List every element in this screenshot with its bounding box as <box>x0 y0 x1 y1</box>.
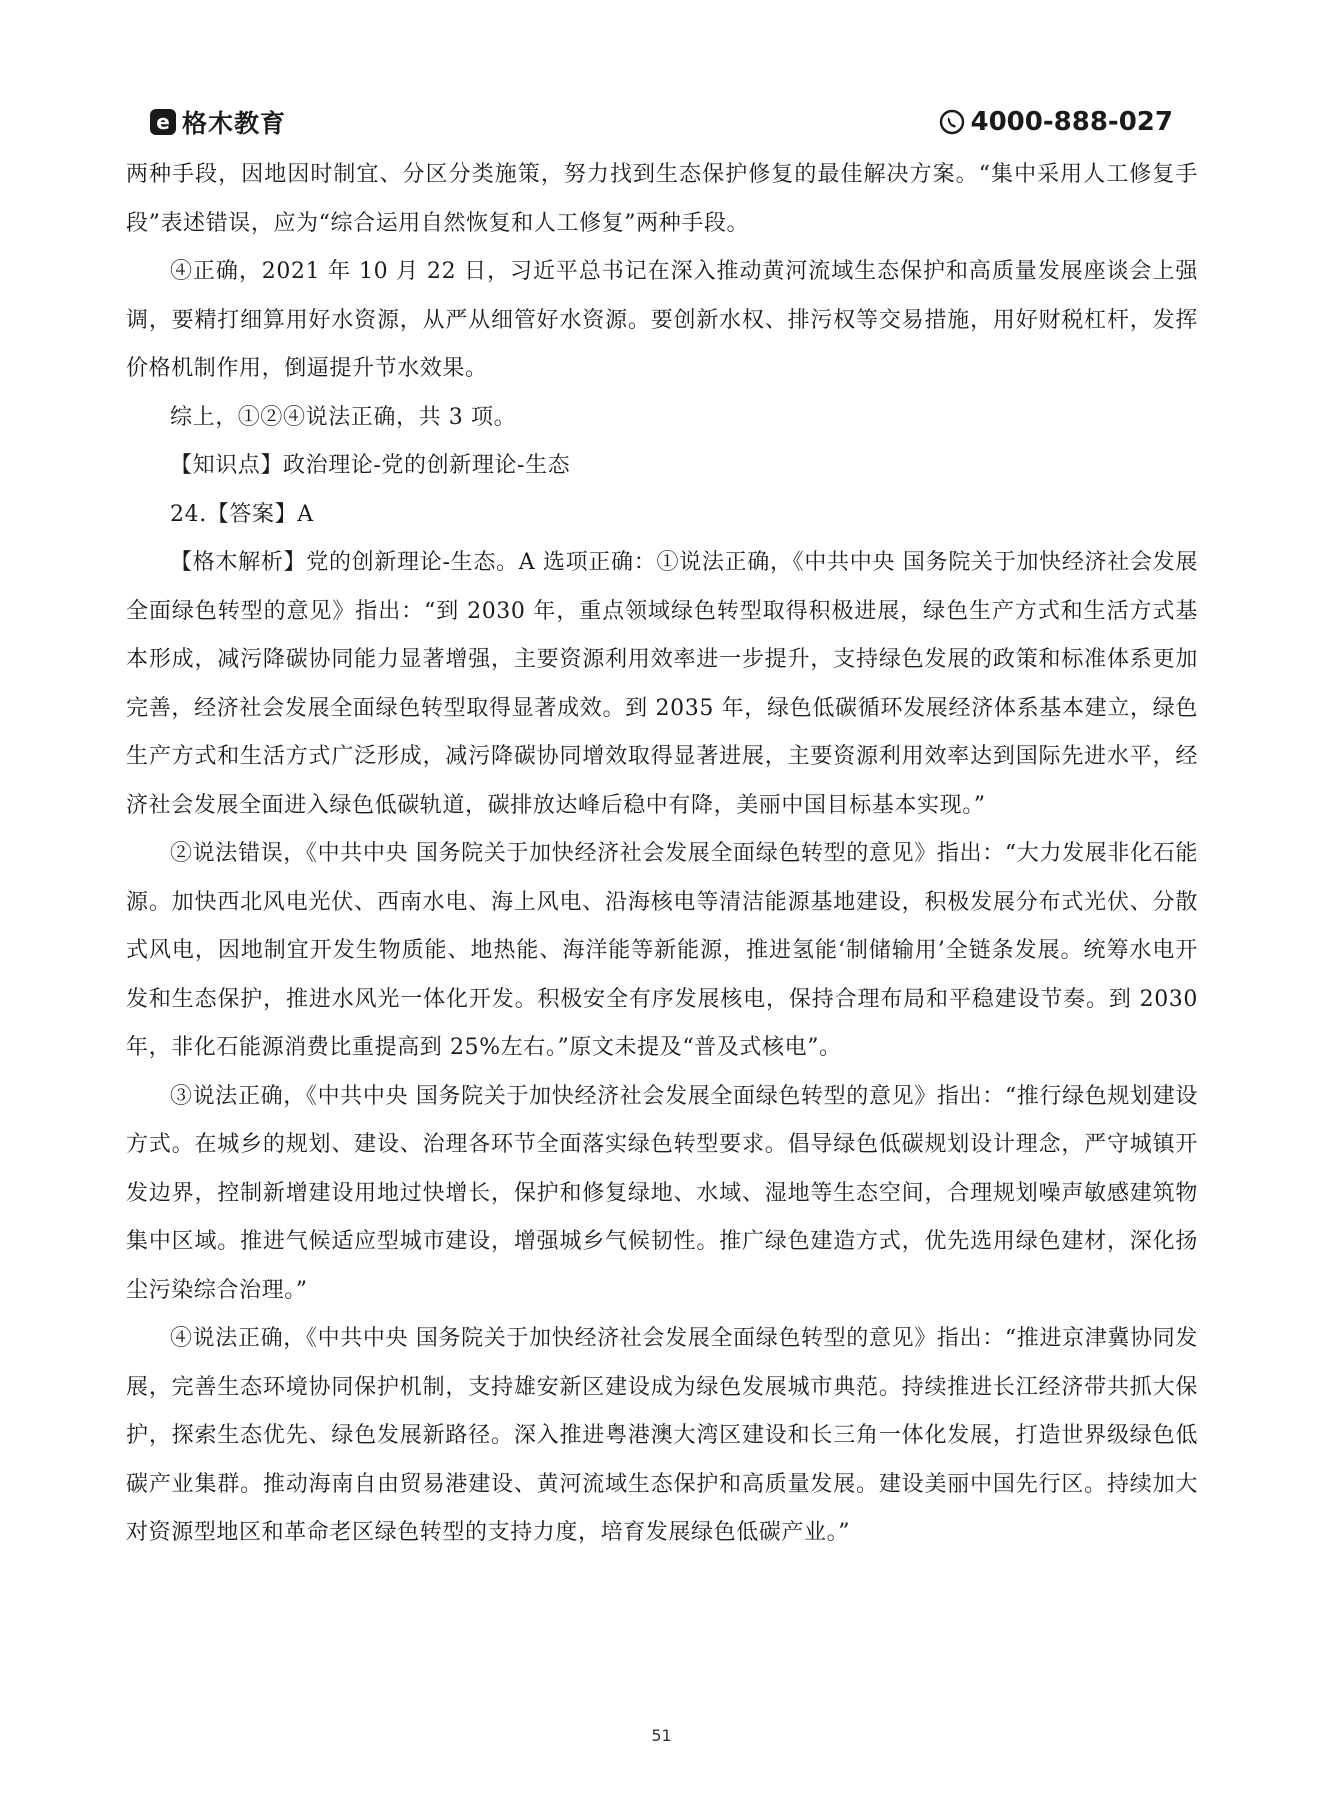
brand <box>150 104 286 140</box>
paragraph-analysis: 【格木解析】党的创新理论-生态。A 选项正确：①说法正确，《中共中央 国务院关于加快经济社会发展全面绿色转型的意见》指出：“到 2030 年，重点领域绿色转型取得积极进展，绿色生产方式和生活方式基本形成，减污降碳协同能力显著增强，主要资源利用效率进一步提升，支持绿色发展的政策和标准体系更加完善，经济社会发展全面绿色转型取得显著成效。到 2035 年，绿色低碳循环发展经济体系基本建立，绿色生产方式和生活方式广泛形成，减污降碳协同增效取得显著进展，主要资源利用效率达到国际先进水平，经济社会发展全面进入绿色低碳轨道，碳排放达峰后稳中有降，美丽中国目标基本实现。” <box>126 550 1198 818</box>
phone-number: 4000-888-027 <box>970 107 1173 137</box>
brand-name: 格木教育 <box>182 109 287 138</box>
paragraph-knowledge-point: 【知识点】政治理论-党的创新理论-生态 <box>170 453 571 478</box>
paragraph-answer: 24.【答案】A <box>170 501 314 527</box>
document-body <box>126 151 1198 1558</box>
paragraph-item-3: ③说法正确，《中共中央 国务院关于加快经济社会发展全面绿色转型的意见》指出：“推行绿色规划建设方式。在城乡的规划、建设、治理各环节全面落实绿色转型要求。倡导绿色低碳规划设计理念，严守城镇开发边界，控制新增建设用地过快增长，保护和修复绿地、水域、湿地等生态空间，合理规划噪声敏感建筑物集中区域。推进气候适应型城市建设，增强城乡气候韧性。推广绿色建造方式，优先选用绿色建材，深化扬尘污染综合治理。” <box>126 1083 1198 1303</box>
paragraph-continued: 两种手段，因地因时制宜、分区分类施策，努力找到生态保护修复的最佳解决方案。“集中采用人工修复手段”表述错误，应为“综合运用自然恢复和人工修复”两种手段。 <box>126 162 1198 236</box>
page-header <box>150 100 1173 144</box>
paragraph-item-4: ④说法正确，《中共中央 国务院关于加快经济社会发展全面绿色转型的意见》指出：“推进京津冀协同发展，完善生态环境协同保护机制，支持雄安新区建设成为绿色发展城市典范。持续推进长江经济带共抓大保护，探索生态优先、绿色发展新路径。深入推进粤港澳大湾区建设和长三角一体化发展，打造世界级绿色低碳产业集群。推动海南自由贸易港建设、黄河流域生态保护和高质量发展。建设美丽中国先行区。持续加大对资源型地区和革命老区绿色转型的支持力度，培育发展绿色低碳产业。” <box>126 1326 1198 1545</box>
paragraph-item-4-explanation: ④正确，2021 年 10 月 22 日，习近平总书记在深入推动黄河流域生态保护和高质量发展座谈会上强调，要精打细算用好水资源，从严从细管好水资源。要创新水权、排污权等交易措施，用好财税杠杆，发挥价格机制作用，倒逼提升节水效果。 <box>126 259 1198 381</box>
paragraph-item-2: ②说法错误，《中共中央 国务院关于加快经济社会发展全面绿色转型的意见》指出：“大力发展非化石能源。加快西北风电光伏、西南水电、海上风电、沿海核电等清洁能源基地建设，积极发展分布式光伏、分散式风电，因地制宜开发生物质能、地热能、海洋能等新能源，推进氢能‘制储输用’全链条发展。统筹水电开发和生态保护，推进水风光一体化开发。积极安全有序发展核电，保持合理布局和平稳建设节奏。到 2030 年，非化石能源消费比重提高到 25%左右。”原文未提及“普及式核电”。 <box>126 841 1198 1060</box>
paragraph-summary: 综上，①②④说法正确，共 3 项。 <box>170 404 517 430</box>
e-logo-icon: e <box>150 109 176 135</box>
page-number: 51 <box>651 1726 672 1745</box>
phone-contact <box>939 107 1174 137</box>
phone-icon <box>939 109 965 135</box>
